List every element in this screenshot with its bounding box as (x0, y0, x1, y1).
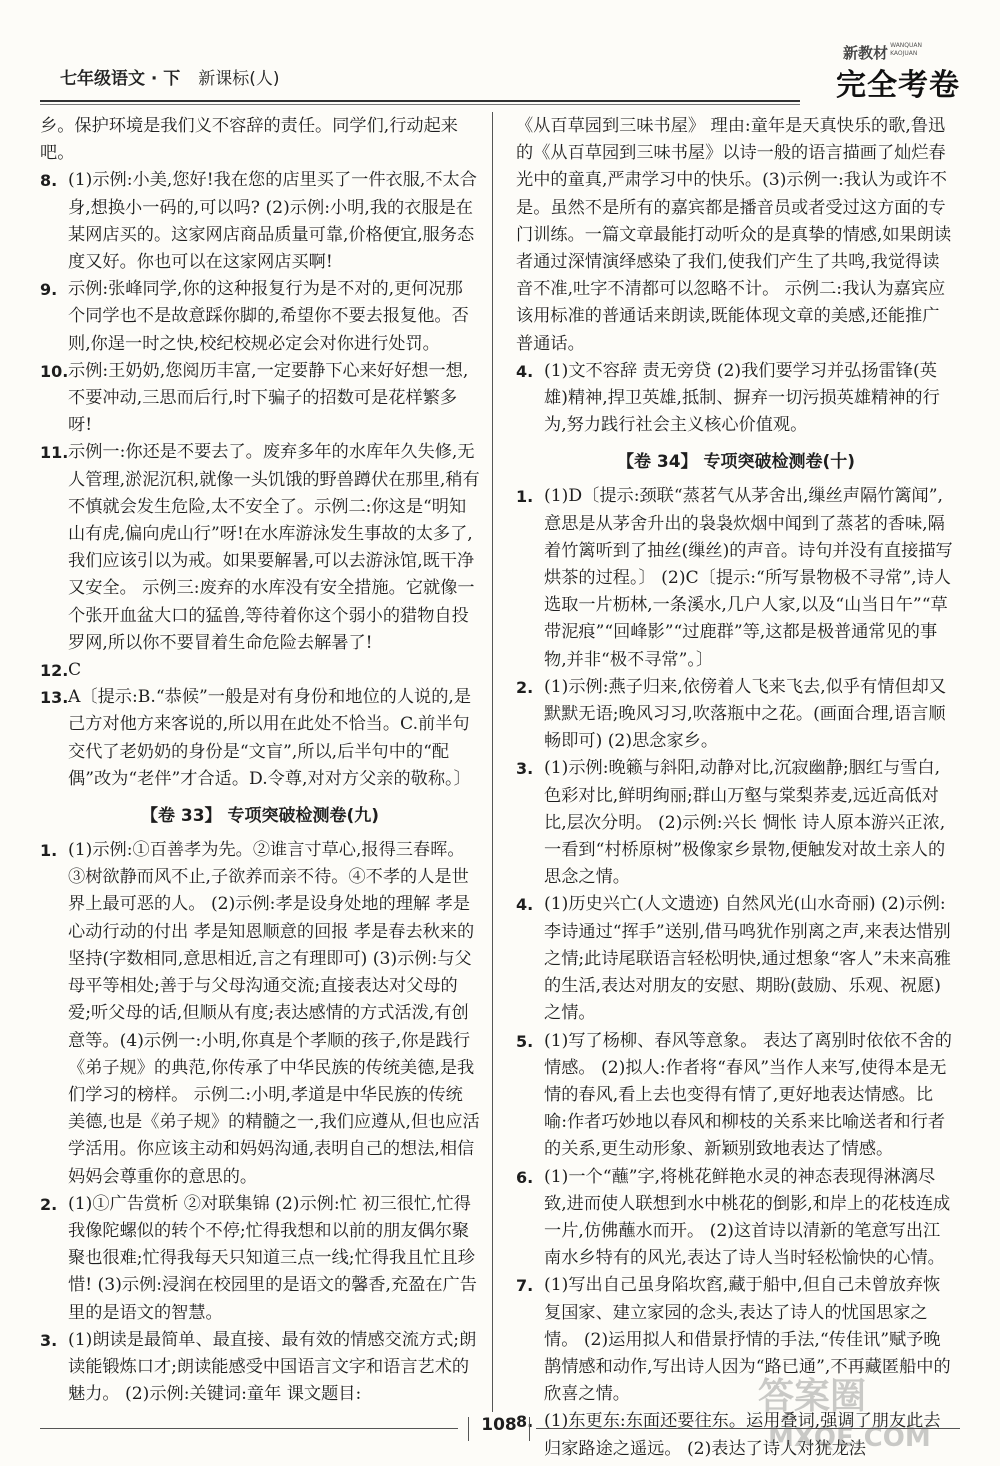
continued-text: 乡。保护环境是我们义不容辞的责任。同学们,行动起来吧。 (40, 116, 458, 164)
answer-number: 12. (40, 661, 69, 681)
answer-item (516, 755, 956, 891)
answer-list-bottom (516, 483, 956, 1462)
watermark-logo (738, 1358, 988, 1458)
answer-text: (1)①广告赏析 ②对联集锦 (2)示例:忙 初三很忙,忙得我像陀螺似的转个不停;忙得我想和以前的朋友偶尔聚聚也很难;忙得我每天只知道三点一线;忙得我且忙且珍惜! (3)示例:浸润在校园里的是语文的馨香,充盈在广告里的是语文的智慧。 (68, 1193, 477, 1323)
answer-text: 示例:王奶奶,您阅历丰富,一定要静下心来好好想一想,不要冲动,三思而后行,时下骗子的招数可是花样繁多呀! (68, 360, 469, 436)
section-title-33: 【卷 33】 专项突破检测卷(九) (140, 806, 380, 827)
answer-item (40, 684, 480, 793)
answer-text: A〔提示:B.“恭候”一般是对有身份和地位的人说的,是己方对他方来客说的,所以用在此处不恰当。C.前半句交代了老奶奶的身份是“文盲”,所以,后半句中的“配偶”改为“老伴”才合适。D.令尊,对对方父亲的敬称。〕 (68, 687, 472, 789)
answer-item (516, 483, 956, 673)
answer-number: 1. (40, 841, 58, 861)
answer-item (40, 439, 480, 657)
header-rule (40, 100, 800, 102)
watermark-text-small: MXQE.COM (768, 1423, 931, 1453)
answer-number: 2. (40, 1194, 58, 1214)
answer-item (40, 167, 480, 276)
answer-text: (1)写出自己虽身陷坎窞,藏于船中,但自己未曾放弃恢复国家、建立家园的念头,表达了诗人的忧国思家之情。 (2)运用拟人和借景抒情的手法,“传佳讯”赋予晚鹊情感和动作,写出诗人因为“路已通”,不再藏匿船中的欣喜之情。 (544, 1275, 951, 1405)
answer-number: 3. (516, 759, 534, 779)
answer-item (516, 1164, 956, 1273)
right-column (516, 113, 956, 1463)
answer-text: 示例一:你还是不要去了。废弃多年的水库年久失修,无人管理,淤泥沉积,就像一头饥饿的野兽蹲伏在那里,稍有不慎就会发生危险,太不安全了。示例二:你这是“明知山有虎,偏向虎山行”呀!在水库游泳发生事故的太多了,我们应该引以为戒。如果要解暑,可以去游泳馆,既干净又安全。 示例三:废弃的水库没有安全措施。它就像一个张开血盆大口的猛兽,等待着你这个弱小的猎物自投罗网,所以你不要冒着生命危险去解暑了! (68, 442, 480, 653)
answer-number: 1. (516, 487, 534, 507)
edition-label: 新课标(人) (198, 69, 280, 89)
answer-number: 10. (40, 361, 69, 381)
answer-text: (1)写了杨柳、春风等意象。 表达了离别时依依不舍的情感。 (2)拟人:作者将“春风”当作人来写,使得本是无情的春风,看上去也变得有情了,更好地表达情感。比喻:作者巧妙地以春风和柳枝的关系来比喻送者和行者的关系,更生动形象、新颖别致地表达了情感。 (544, 1030, 952, 1160)
answer-number: 3. (40, 1330, 58, 1350)
answer-item (516, 1028, 956, 1164)
answer-number: 6. (516, 1167, 534, 1187)
answer-list-top (40, 167, 480, 793)
header-rule-thin (40, 104, 800, 105)
answer-item (516, 358, 956, 440)
answer-item (40, 837, 480, 1191)
section-title-34: 【卷 34】 专项突破检测卷(十) (616, 452, 856, 473)
answer-number: 8. (516, 1412, 534, 1432)
answer-text: (1)历史兴亡(人文遗迹) 自然风光(山水奇丽) (2)示例:李诗通过“挥手”送别,借马鸣犹作别离之声,来表达惜别之情;此诗尾联语言轻松明快,通过想象“客人”未来高雅的生活,表达对朋友的安慰、期盼(鼓励、乐观、祝愿)之情。 (544, 894, 951, 1024)
page-number: 108 (462, 1415, 536, 1435)
answer-text: (1)示例:小美,您好!我在您的店里买了一件衣服,不太合身,想换小一码的,可以吗? (2)示例:小明,我的衣服是在某网店买的。这家网店商品质量可靠,价格便宜,服务态度又好。你也可以在这家网店买啊! (68, 170, 477, 273)
answer-text: (1)东更东:东面还要往东。运用叠词,强调了朋友此去归家路途之遥远。 (2)表达了诗人对犹龙法 (544, 1411, 941, 1459)
answer-number: 4. (516, 361, 534, 381)
answer-item (40, 358, 480, 440)
answer-number: 4. (516, 895, 534, 915)
answer-number: 2. (516, 677, 534, 697)
logo-new-textbook: 新教材 (842, 44, 888, 62)
book-series-label (60, 64, 280, 89)
answer-number: 7. (516, 1276, 534, 1296)
answer-item (516, 891, 956, 1027)
answer-text: (1)文不容辞 责无旁贷 (2)我们要学习并弘扬雷锋(英雄)精神,捍卫英雄,抵制、摒弃一切污损英雄精神的行为,努力践行社会主义核心价值观。 (544, 360, 940, 436)
answer-text: (1)示例:燕子归来,依傍着人飞来飞去,似乎有情但却又默默无语;晚风习习,吹落瓶中之花。(画面合理,语言顺畅即可) (2)思念家乡。 (544, 676, 947, 752)
answer-number: 8. (40, 171, 58, 191)
footer-rule-left (40, 1428, 458, 1429)
answer-item (516, 674, 956, 756)
logo-pinyin: WANQUAN KAOJUAN (890, 42, 922, 57)
watermark-text-big: 答案圈 (758, 1376, 867, 1417)
answer-number: 11. (40, 443, 69, 463)
column-divider (492, 112, 493, 1412)
answer-list-bottom (40, 837, 480, 1408)
answer-item (40, 1191, 480, 1327)
grade-subject: 七年级语文 · 下 (60, 69, 181, 89)
answer-item (40, 1327, 480, 1409)
answer-number: 9. (40, 280, 58, 300)
answer-text: (1)D〔提示:颈联“蒸茗气从茅舍出,缫丝声隔竹篱闻”,意思是从茅舍升出的袅袅炊烟中闻到了蒸茗的香味,隔着竹篱听到了抽丝(缫丝)的声音。诗句并没有直接描写烘茶的过程。〕 (2)C〔提示:“所写景物极不寻常”,诗人选取一片枥林,一条溪水,几户人家,以及“山当日午”“草带泥痕”“回峰影”“过鹿群”等,这都是极普通常见的事物,并非“极不寻常”。〕 (544, 486, 953, 670)
answer-list-top (516, 358, 956, 440)
answer-text: C (68, 660, 82, 681)
answer-text: (1)一个“蘸”字,将桃花鲜艳水灵的神态表现得淋漓尽致,进而使人联想到水中桃花的倒影,和岸上的花枝连成一片,仿佛蘸水而开。 (2)这首诗以清新的笔意写出江南水乡特有的风光,表达了诗人当时轻松愉快的心情。 (544, 1166, 951, 1269)
answer-item (40, 276, 480, 358)
brand-logo: 完全考卷 (836, 68, 960, 103)
page-header (40, 38, 960, 104)
answer-text: 示例:张峰同学,你的这种报复行为是不对的,更何况那个同学也不是故意踩你脚的,希望你不要去报复他。否则,你逞一时之快,校纪校规必定会对你进行处罚。 (68, 279, 469, 354)
answer-number: 13. (40, 688, 69, 708)
answer-text: (1)朗读是最简单、最直接、最有效的情感交流方式;朗读能锻炼口才;朗读能感受中国语言文字和语言艺术的魅力。 (2)示例:关键词:童年 课文题目: (68, 1329, 477, 1405)
answer-text: (1)示例:①百善孝为先。②谁言寸草心,报得三春晖。③树欲静而风不止,子欲养而亲不待。④不孝的人是世界上最可恶的人。 (2)示例:孝是设身处地的理解 孝是心动行动的付出 孝是知恩顺意的回报 孝是春去秋来的坚持(字数相同,意思相近,言之有理即可) (3)示例:与父母平等相处;善于与父母沟通交流;直接表达对父母的爱;听父母的话,但顺从有度;表达感情的方式活泼,有创意等。(4)示例一:小明,你真是个孝顺的孩子,你是践行《弟子规》的典范,你传承了中华民族的传统美德,是我们学习的榜样。 示例二:小明,孝道是中华民族的传统美德,也是《弟子规》的精髓之一,我们应遵从,但也应活学活用。你应该主动和妈妈沟通,表明自己的想法,相信妈妈会尊重你的意思的。 (68, 840, 480, 1187)
continued-text: 《从百草园到三味书屋》 理由:童年是天真快乐的歌,鲁迅的《从百草园到三味书屋》以诗一般的语言描画了灿烂春光中的童真,严肃学习中的快乐。(3)示例一:我认为或许不是。虽然不是所有的嘉宾都是播音员或者受过这方面的专门训练。一篇文章最能打动听众的是真挚的情感,如果朗读者通过深情演绎感染了我们,使我们产生了共鸣,我觉得读音不准,吐字不清都可以忽略不计。 示例二:我认为嘉宾应该用标准的普通话来朗读,既能体现文章的美感,还能推广普通话。 (516, 116, 952, 354)
left-column (40, 113, 480, 1408)
answer-text: (1)示例:晚籁与斜阳,动静对比,沉寂幽静;胭红与雪白,色彩对比,鲜明绚丽;群山万壑与棠梨荞麦,远近高低对比,层次分明。 (2)示例:兴长 惆怅 诗人原本游兴正浓,一看到“村桥原树”极像家乡景物,便触发对故土亲人的思念之情。 (544, 758, 946, 888)
answer-number: 5. (516, 1031, 534, 1051)
answer-item (40, 657, 480, 684)
